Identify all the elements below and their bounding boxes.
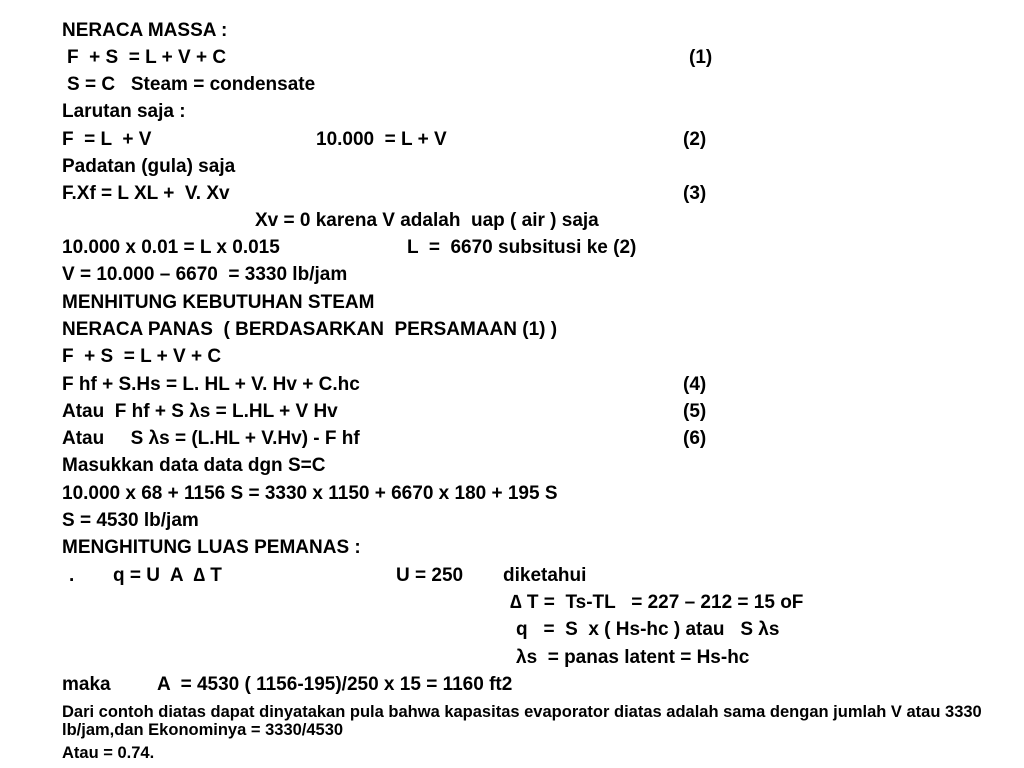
equation: F + S = L + V + C: [62, 346, 222, 367]
paragraph: Dari contoh diatas dapat dinyatakan pula bahwa kapasitas evaporator diatas adalah sama dengan jumlah V atau 3330 lb/jam,dan Ekonominya = 3330/4530: [62, 703, 982, 739]
equation: 10.000 = L + V: [316, 129, 447, 150]
equation-number-2: (2): [683, 129, 707, 150]
equation: λs = panas latent = Hs-hc: [516, 647, 750, 668]
equation: q = S x ( Hs-hc ) atau S λs: [516, 619, 780, 640]
equation: A = 4530 ( 1156-195)/250 x 15 = 1160 ft2: [157, 674, 513, 695]
equation: L = 6670 subsitusi ke (2): [407, 237, 637, 258]
equation: Atau F hf + S λs = L.HL + V Hv: [62, 401, 338, 422]
text-line: Xv = 0 karena V adalah uap ( air ) saja: [255, 210, 599, 231]
bullet: .: [69, 565, 75, 586]
text-line: S = C Steam = condensate: [67, 74, 316, 95]
equation: F.Xf = L XL + V. Xv: [62, 183, 230, 204]
subheading: Larutan saja :: [62, 101, 186, 122]
equation-number-5: (5): [683, 401, 707, 422]
equation: 10.000 x 68 + 1156 S = 3330 x 1150 + 6670 x 180 + 195 S: [62, 483, 558, 504]
equation: 10.000 x 0.01 = L x 0.015: [62, 237, 280, 258]
equation: Atau S λs = (L.HL + V.Hv) - F hf: [62, 428, 360, 449]
equation: S = 4530 lb/jam: [62, 510, 199, 531]
equation: F hf + S.Hs = L. HL + V. Hv + C.hc: [62, 374, 360, 395]
equation-number-3: (3): [683, 183, 707, 204]
text-line: maka: [62, 674, 111, 695]
heading: MENGHITUNG LUAS PEMANAS :: [62, 537, 361, 558]
equation: q = U A ∆ T: [113, 565, 222, 586]
heading: NERACA PANAS ( BERDASARKAN PERSAMAAN (1) ): [62, 319, 558, 340]
text-line: diketahui: [503, 565, 587, 586]
text-line: Masukkan data data dgn S=C: [62, 455, 326, 476]
equation: F = L + V: [62, 129, 152, 150]
equation-number-1: (1): [689, 47, 713, 68]
text-line: Atau = 0.74.: [62, 744, 155, 762]
equation: ∆ T = Ts-TL = 227 – 212 = 15 oF: [510, 592, 804, 613]
equation-number-6: (6): [683, 428, 707, 449]
heading-neraca-massa: NERACA MASSA :: [62, 20, 228, 41]
equation: U = 250: [396, 565, 464, 586]
equation-mass-balance: F + S = L + V + C: [67, 47, 227, 68]
equation-number-4: (4): [683, 374, 707, 395]
subheading: Padatan (gula) saja: [62, 156, 236, 177]
heading: MENHITUNG KEBUTUHAN STEAM: [62, 292, 375, 313]
equation: V = 10.000 – 6670 = 3330 lb/jam: [62, 264, 348, 285]
